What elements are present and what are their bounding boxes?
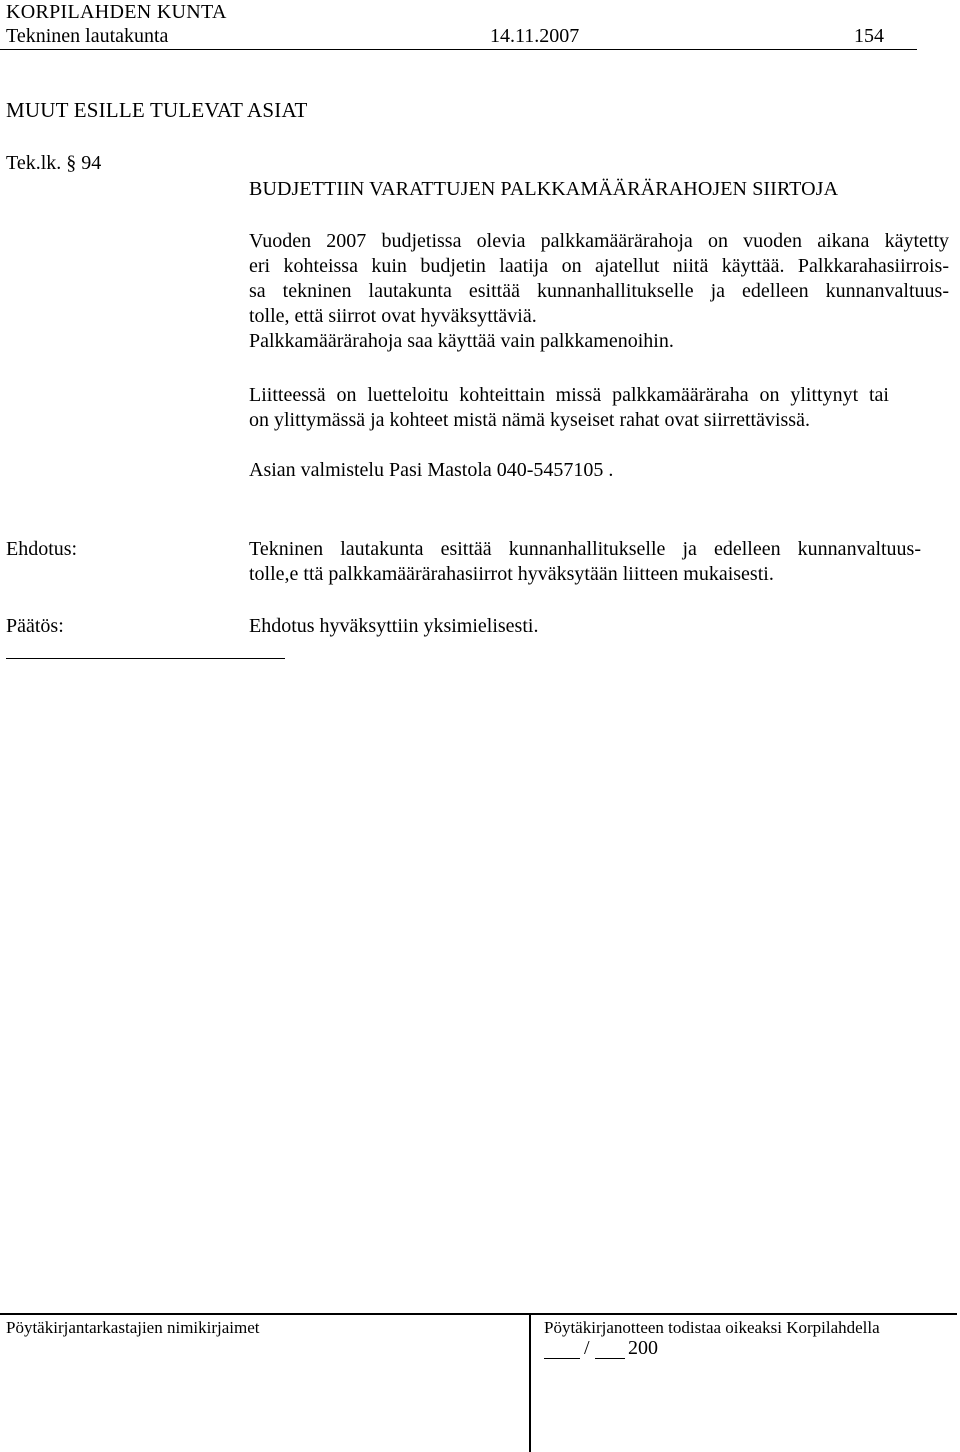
proposal-line: Tekninen lautakunta esittää kunnanhallitukselle ja edelleen kunnanvaltuus-: [249, 538, 921, 560]
proposal-text: [249, 537, 921, 587]
proposal-line: tolle,e ttä palkkamäärärahasiirrot hyväksytään liitteen mukaisesti.: [249, 563, 774, 585]
paragraph-line: sa tekninen lautakunta esittää kunnanhallitukselle ja edelleen kunnanvaltuus-: [249, 280, 949, 302]
item-reference: Tek.lk. § 94: [6, 152, 102, 174]
footer-initials-label: Pöytäkirjantarkastajien nimikirjaimet: [6, 1318, 260, 1337]
end-rule: [6, 658, 285, 659]
paragraph-line: eri kohteissa kuin budjetin laatija on ajatellut niitä käyttää. Palkkarahasiirrois-: [249, 255, 949, 277]
footer-divider: [529, 1313, 531, 1452]
paragraph-attachment: [249, 383, 889, 433]
item-title: BUDJETTIIN VARATTUJEN PALKKAMÄÄRÄRAHOJEN SIIRTOJA: [249, 178, 839, 200]
proposal-label: Ehdotus:: [6, 538, 78, 560]
footer-certification-label: Pöytäkirjanotteen todistaa oikeaksi Korpilahdella: [544, 1318, 880, 1337]
footer-year: 200: [628, 1337, 658, 1359]
footer-month-blank: [595, 1358, 625, 1359]
paragraph-line: Asian valmistelu Pasi Mastola 040-5457105 .: [249, 459, 614, 481]
meeting-date: 14.11.2007: [490, 25, 580, 47]
footer-date-separator: /: [584, 1337, 590, 1359]
paragraph-preparer: [249, 458, 949, 483]
committee-name: Tekninen lautakunta: [6, 25, 169, 47]
organization-name: KORPILAHDEN KUNTA: [6, 1, 227, 23]
paragraph-line: Palkkamäärärahoja saa käyttää vain palkkamenoihin.: [249, 330, 674, 352]
paragraph-line: Liitteessä on luetteloitu kohteittain missä palkkamääräraha on ylittynyt tai: [249, 384, 889, 406]
header-rule: [0, 49, 917, 50]
page-number: 154: [854, 25, 884, 47]
decision-text: Ehdotus hyväksyttiin yksimielisesti.: [249, 615, 539, 637]
section-title: MUUT ESILLE TULEVAT ASIAT: [6, 98, 308, 122]
decision-label: Päätös:: [6, 615, 64, 637]
footer-rule: [0, 1313, 957, 1315]
paragraph-line: Vuoden 2007 budjetissa olevia palkkamäärärahoja on vuoden aikana käytetty: [249, 230, 949, 252]
footer-day-blank: [544, 1358, 580, 1359]
paragraph-background: [249, 229, 949, 354]
paragraph-line: tolle, että siirrot ovat hyväksyttäviä.: [249, 305, 537, 327]
paragraph-line: on ylittymässä ja kohteet mistä nämä kyseiset rahat ovat siirrettävissä.: [249, 409, 810, 431]
